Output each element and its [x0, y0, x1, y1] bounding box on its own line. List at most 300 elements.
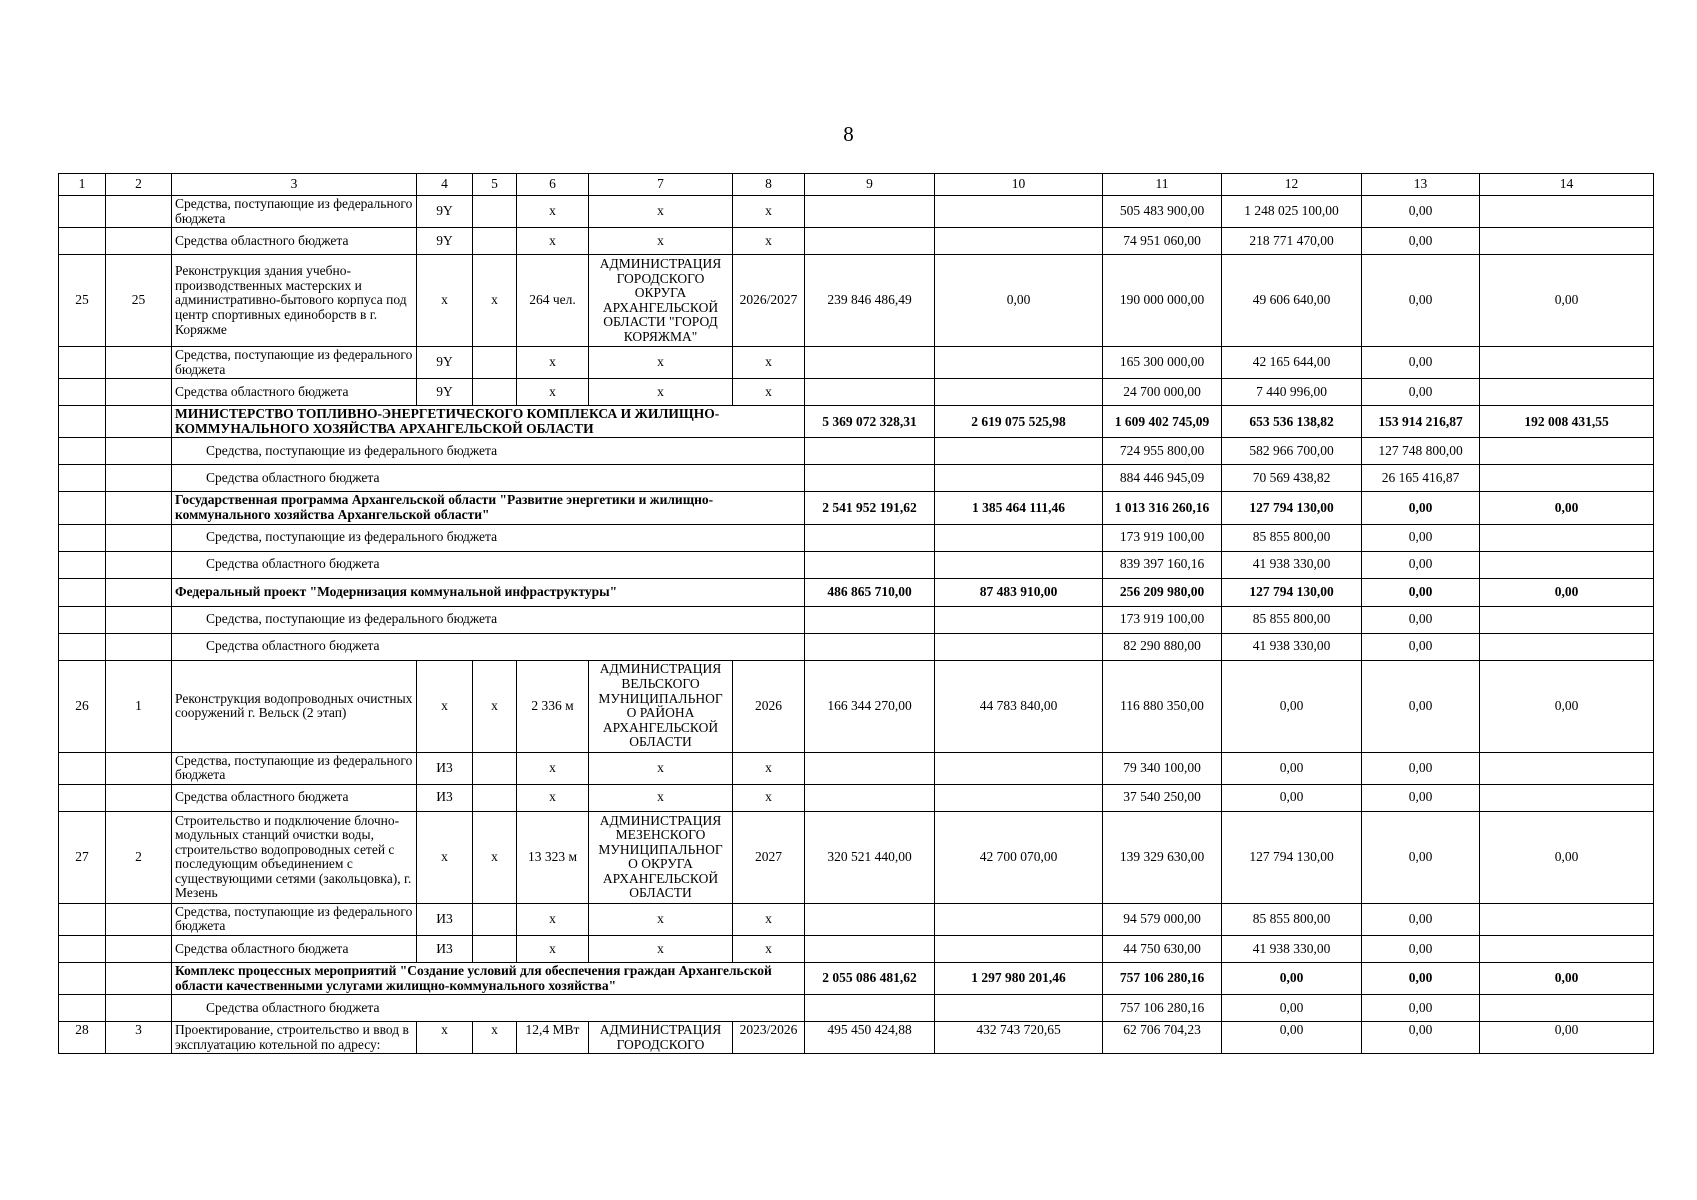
cell-period: х	[733, 196, 805, 228]
column-header-12: 12	[1222, 174, 1362, 196]
cell-col11: 139 329 630,00	[1103, 811, 1222, 903]
cell-item-number	[106, 578, 172, 606]
column-header-2: 2	[106, 174, 172, 196]
cell-row-number	[59, 752, 106, 784]
cell-code: х	[417, 1022, 473, 1054]
cell-col13: 0,00	[1362, 660, 1480, 752]
cell-col12: 41 938 330,00	[1222, 633, 1362, 660]
cell-capacity: х	[517, 903, 589, 935]
group-title: Государственная программа Архангельской области "Развитие энергетики и жилищно-коммунального хозяйства Архангельской области"	[172, 492, 805, 524]
cell-total-cost: 2 055 086 481,62	[805, 962, 935, 994]
table-row	[59, 228, 1654, 255]
cell-total-cost	[805, 752, 935, 784]
cell-col10	[935, 784, 1103, 811]
cell-total-cost	[805, 347, 935, 379]
cell-col14	[1480, 633, 1654, 660]
cell-col11: 94 579 000,00	[1103, 903, 1222, 935]
funding-source-label: Средства, поступающие из федерального бюджета	[172, 903, 417, 935]
column-header-11: 11	[1103, 174, 1222, 196]
object-name: Строительство и подключение блочно-модульных станций очистки воды, строительство водопроводных сетей с последующим объединением с существующими сетями (закольцовка), г. Мезень	[172, 811, 417, 903]
cell-col10: 432 743 720,65	[935, 1022, 1103, 1054]
cell-row-number	[59, 784, 106, 811]
cell-col10	[935, 903, 1103, 935]
funding-source-label: Средства областного бюджета	[172, 465, 805, 492]
table-row	[59, 406, 1654, 438]
cell-period: 2026	[733, 660, 805, 752]
cell-col13: 0,00	[1362, 347, 1480, 379]
cell-code: 9Y	[417, 196, 473, 228]
cell-capacity: 264 чел.	[517, 255, 589, 347]
cell-col13: 26 165 416,87	[1362, 465, 1480, 492]
group-title: Федеральный проект "Модернизация коммунальной инфраструктуры"	[172, 578, 805, 606]
cell-col11: 884 446 945,09	[1103, 465, 1222, 492]
funding-source-label: Средства областного бюджета	[172, 633, 805, 660]
column-header-13: 13	[1362, 174, 1480, 196]
cell-total-cost: 486 865 710,00	[805, 578, 935, 606]
cell-col11: 839 397 160,16	[1103, 551, 1222, 578]
cell-col14: 0,00	[1480, 492, 1654, 524]
cell-item-number: 25	[106, 255, 172, 347]
cell-customer: АДМИНИСТРАЦИЯ ГОРОДСКОГО ОКРУГА АРХАНГЕЛЬСКОЙ ОБЛАСТИ "ГОРОД КОРЯЖМА"	[589, 255, 733, 347]
table-row	[59, 606, 1654, 633]
table-row	[59, 492, 1654, 524]
cell-col13: 0,00	[1362, 962, 1480, 994]
cell-capacity: х	[517, 347, 589, 379]
cell-total-cost: 166 344 270,00	[805, 660, 935, 752]
cell-period: х	[733, 347, 805, 379]
cell-row-number	[59, 196, 106, 228]
cell-item-number	[106, 633, 172, 660]
cell-total-cost	[805, 465, 935, 492]
cell-col13: 0,00	[1362, 752, 1480, 784]
cell-row-number	[59, 935, 106, 962]
cell-total-cost: 495 450 424,88	[805, 1022, 935, 1054]
cell-col10	[935, 606, 1103, 633]
cell-period: х	[733, 379, 805, 406]
cell-total-cost	[805, 784, 935, 811]
table-row	[59, 660, 1654, 752]
cell-period: 2026/2027	[733, 255, 805, 347]
cell-col11: 82 290 880,00	[1103, 633, 1222, 660]
cell-col12: 0,00	[1222, 962, 1362, 994]
cell-total-cost	[805, 379, 935, 406]
cell-col14	[1480, 347, 1654, 379]
table-row	[59, 438, 1654, 465]
cell-col11: 757 106 280,16	[1103, 962, 1222, 994]
cell-row-number	[59, 633, 106, 660]
cell-row-number	[59, 578, 106, 606]
cell-code: х	[417, 811, 473, 903]
cell-code: И3	[417, 752, 473, 784]
cell-col14	[1480, 524, 1654, 551]
object-name: Проектирование, строительство и ввод в эксплуатацию котельной по адресу:	[172, 1022, 417, 1054]
cell-col12: 70 569 438,82	[1222, 465, 1362, 492]
cell-total-cost	[805, 228, 935, 255]
cell-col13: 0,00	[1362, 551, 1480, 578]
cell-capacity: х	[517, 228, 589, 255]
cell-customer: х	[589, 196, 733, 228]
cell-row-number	[59, 551, 106, 578]
cell-total-cost	[805, 935, 935, 962]
funding-source-label: Средства, поступающие из федерального бюджета	[172, 606, 805, 633]
cell-code: И3	[417, 935, 473, 962]
cell-item-number	[106, 228, 172, 255]
cell-code: х	[417, 255, 473, 347]
cell-row-number: 27	[59, 811, 106, 903]
funding-source-label: Средства областного бюджета	[172, 551, 805, 578]
cell-row-number: 28	[59, 1022, 106, 1054]
cell-period: х	[733, 228, 805, 255]
cell-capacity: х	[517, 752, 589, 784]
cell-col13: 127 748 800,00	[1362, 438, 1480, 465]
cell-col14	[1480, 196, 1654, 228]
cell-col10: 0,00	[935, 255, 1103, 347]
cell-total-cost	[805, 551, 935, 578]
cell-total-cost: 5 369 072 328,31	[805, 406, 935, 438]
cell-col10	[935, 196, 1103, 228]
cell-col5	[473, 752, 517, 784]
cell-code: 9Y	[417, 379, 473, 406]
cell-col10: 2 619 075 525,98	[935, 406, 1103, 438]
funding-source-label: Средства, поступающие из федерального бюджета	[172, 524, 805, 551]
cell-code: 9Y	[417, 228, 473, 255]
cell-code: И3	[417, 784, 473, 811]
funding-source-label: Средства, поступающие из федерального бюджета	[172, 752, 417, 784]
cell-col5: х	[473, 255, 517, 347]
cell-capacity: х	[517, 379, 589, 406]
cell-row-number	[59, 379, 106, 406]
cell-col5: х	[473, 811, 517, 903]
cell-item-number	[106, 196, 172, 228]
cell-col11: 173 919 100,00	[1103, 606, 1222, 633]
cell-total-cost: 239 846 486,49	[805, 255, 935, 347]
column-header-10: 10	[935, 174, 1103, 196]
cell-col11: 1 609 402 745,09	[1103, 406, 1222, 438]
cell-customer: АДМИНИСТРАЦИЯ МЕЗЕНСКОГО МУНИЦИПАЛЬНОГ О ОКРУГА АРХАНГЕЛЬСКОЙ ОБЛАСТИ	[589, 811, 733, 903]
object-name: Реконструкция водопроводных очистных сооружений г. Вельск (2 этап)	[172, 660, 417, 752]
cell-item-number: 3	[106, 1022, 172, 1054]
cell-col11: 44 750 630,00	[1103, 935, 1222, 962]
cell-col12: 41 938 330,00	[1222, 935, 1362, 962]
cell-col12: 582 966 700,00	[1222, 438, 1362, 465]
cell-item-number: 2	[106, 811, 172, 903]
cell-col12: 218 771 470,00	[1222, 228, 1362, 255]
table-row	[59, 935, 1654, 962]
cell-total-cost	[805, 196, 935, 228]
funding-source-label: Средства областного бюджета	[172, 995, 805, 1022]
cell-col5	[473, 347, 517, 379]
cell-col10: 87 483 910,00	[935, 578, 1103, 606]
cell-item-number	[106, 935, 172, 962]
cell-col13: 0,00	[1362, 379, 1480, 406]
cell-col13: 0,00	[1362, 995, 1480, 1022]
table-row	[59, 811, 1654, 903]
cell-item-number	[106, 606, 172, 633]
cell-item-number	[106, 752, 172, 784]
cell-col12: 127 794 130,00	[1222, 578, 1362, 606]
cell-col13: 0,00	[1362, 578, 1480, 606]
cell-col10	[935, 633, 1103, 660]
cell-total-cost	[805, 995, 935, 1022]
table-row	[59, 962, 1654, 994]
cell-capacity: 2 336 м	[517, 660, 589, 752]
column-header-6: 6	[517, 174, 589, 196]
cell-total-cost	[805, 633, 935, 660]
table-row	[59, 524, 1654, 551]
cell-period: х	[733, 784, 805, 811]
funding-source-label: Средства областного бюджета	[172, 935, 417, 962]
cell-col10	[935, 465, 1103, 492]
cell-row-number	[59, 438, 106, 465]
cell-col12: 7 440 996,00	[1222, 379, 1362, 406]
table-row	[59, 551, 1654, 578]
cell-customer: х	[589, 935, 733, 962]
cell-col13: 0,00	[1362, 935, 1480, 962]
cell-customer: х	[589, 903, 733, 935]
cell-col14	[1480, 606, 1654, 633]
column-header-8: 8	[733, 174, 805, 196]
cell-col10	[935, 347, 1103, 379]
cell-total-cost: 2 541 952 191,62	[805, 492, 935, 524]
column-header-14: 14	[1480, 174, 1654, 196]
cell-col5	[473, 903, 517, 935]
cell-customer: х	[589, 347, 733, 379]
cell-col11: 190 000 000,00	[1103, 255, 1222, 347]
cell-col11: 79 340 100,00	[1103, 752, 1222, 784]
cell-code: 9Y	[417, 347, 473, 379]
cell-row-number	[59, 606, 106, 633]
cell-col14	[1480, 752, 1654, 784]
cell-total-cost	[805, 438, 935, 465]
cell-row-number	[59, 406, 106, 438]
cell-col12: 653 536 138,82	[1222, 406, 1362, 438]
cell-col11: 165 300 000,00	[1103, 347, 1222, 379]
funding-source-label: Средства, поступающие из федерального бюджета	[172, 347, 417, 379]
cell-item-number	[106, 406, 172, 438]
cell-col11: 1 013 316 260,16	[1103, 492, 1222, 524]
cell-col14: 0,00	[1480, 578, 1654, 606]
cell-col5	[473, 196, 517, 228]
cell-col14: 0,00	[1480, 962, 1654, 994]
page-number: 8	[843, 122, 854, 146]
cell-row-number	[59, 228, 106, 255]
cell-col13: 0,00	[1362, 1022, 1480, 1054]
table-row	[59, 255, 1654, 347]
cell-col5: х	[473, 660, 517, 752]
table-row	[59, 196, 1654, 228]
cell-item-number	[106, 995, 172, 1022]
cell-period: х	[733, 752, 805, 784]
cell-col13: 0,00	[1362, 633, 1480, 660]
cell-col14	[1480, 228, 1654, 255]
table-row	[59, 379, 1654, 406]
cell-col5: х	[473, 1022, 517, 1054]
cell-col12: 0,00	[1222, 660, 1362, 752]
cell-col12: 41 938 330,00	[1222, 551, 1362, 578]
cell-col5	[473, 228, 517, 255]
cell-col14: 0,00	[1480, 660, 1654, 752]
cell-col14: 0,00	[1480, 1022, 1654, 1054]
cell-col5	[473, 379, 517, 406]
table-row	[59, 633, 1654, 660]
cell-capacity: х	[517, 784, 589, 811]
column-header-7: 7	[589, 174, 733, 196]
cell-col10	[935, 752, 1103, 784]
cell-item-number	[106, 551, 172, 578]
cell-item-number: 1	[106, 660, 172, 752]
table-row	[59, 1022, 1654, 1054]
table-row	[59, 752, 1654, 784]
cell-col12: 42 165 644,00	[1222, 347, 1362, 379]
funding-source-label: Средства, поступающие из федерального бюджета	[172, 196, 417, 228]
cell-col13: 0,00	[1362, 811, 1480, 903]
cell-code: х	[417, 660, 473, 752]
cell-col10	[935, 228, 1103, 255]
cell-col12: 85 855 800,00	[1222, 606, 1362, 633]
cell-col14	[1480, 465, 1654, 492]
group-title: Комплекс процессных мероприятий "Создание условий для обеспечения граждан Архангельской области качественными услугами жилищно-коммунального хозяйства"	[172, 962, 805, 994]
cell-col11: 62 706 704,23	[1103, 1022, 1222, 1054]
cell-col12: 0,00	[1222, 995, 1362, 1022]
cell-row-number	[59, 465, 106, 492]
cell-item-number	[106, 347, 172, 379]
funding-source-label: Средства областного бюджета	[172, 228, 417, 255]
cell-col5	[473, 784, 517, 811]
cell-item-number	[106, 438, 172, 465]
funding-source-label: Средства, поступающие из федерального бюджета	[172, 438, 805, 465]
cell-col10	[935, 524, 1103, 551]
cell-col14	[1480, 784, 1654, 811]
cell-capacity: х	[517, 196, 589, 228]
cell-capacity: 12,4 МВт	[517, 1022, 589, 1054]
funding-source-label: Средства областного бюджета	[172, 379, 417, 406]
cell-col10: 42 700 070,00	[935, 811, 1103, 903]
cell-col14	[1480, 935, 1654, 962]
cell-customer: х	[589, 752, 733, 784]
cell-item-number	[106, 379, 172, 406]
object-name: Реконструкция здания учебно-производственных мастерских и административно-бытового корпуса под центр спортивных единоборств в г. Коряжме	[172, 255, 417, 347]
cell-row-number	[59, 995, 106, 1022]
cell-col14	[1480, 438, 1654, 465]
cell-col14: 0,00	[1480, 255, 1654, 347]
cell-row-number	[59, 962, 106, 994]
table-row	[59, 578, 1654, 606]
table-row	[59, 903, 1654, 935]
cell-item-number	[106, 962, 172, 994]
cell-row-number	[59, 524, 106, 551]
cell-col14	[1480, 995, 1654, 1022]
cell-col13: 0,00	[1362, 196, 1480, 228]
cell-period: 2023/2026	[733, 1022, 805, 1054]
cell-customer: х	[589, 784, 733, 811]
cell-col12: 127 794 130,00	[1222, 492, 1362, 524]
cell-col12: 1 248 025 100,00	[1222, 196, 1362, 228]
cell-col13: 0,00	[1362, 903, 1480, 935]
column-header-4: 4	[417, 174, 473, 196]
cell-col11: 757 106 280,16	[1103, 995, 1222, 1022]
cell-col10: 1 385 464 111,46	[935, 492, 1103, 524]
cell-col5	[473, 935, 517, 962]
cell-col11: 24 700 000,00	[1103, 379, 1222, 406]
cell-col13: 0,00	[1362, 606, 1480, 633]
cell-col10: 44 783 840,00	[935, 660, 1103, 752]
table-row	[59, 784, 1654, 811]
table-row	[59, 995, 1654, 1022]
cell-col13: 0,00	[1362, 228, 1480, 255]
table-row	[59, 347, 1654, 379]
cell-col11: 116 880 350,00	[1103, 660, 1222, 752]
cell-period: х	[733, 903, 805, 935]
cell-col10	[935, 438, 1103, 465]
cell-capacity: х	[517, 935, 589, 962]
cell-period: 2027	[733, 811, 805, 903]
table-row	[59, 465, 1654, 492]
cell-col11: 37 540 250,00	[1103, 784, 1222, 811]
cell-row-number: 26	[59, 660, 106, 752]
cell-col12: 49 606 640,00	[1222, 255, 1362, 347]
group-title: МИНИСТЕРСТВО ТОПЛИВНО-ЭНЕРГЕТИЧЕСКОГО КОМПЛЕКСА И ЖИЛИЩНО-КОММУНАЛЬНОГО ХОЗЯЙСТВА АРХАНГЕЛЬСКОЙ ОБЛАСТИ	[172, 406, 805, 438]
cell-col14: 192 008 431,55	[1480, 406, 1654, 438]
cell-item-number	[106, 903, 172, 935]
cell-item-number	[106, 784, 172, 811]
cell-col11: 74 951 060,00	[1103, 228, 1222, 255]
column-header-1: 1	[59, 174, 106, 196]
cell-col14: 0,00	[1480, 811, 1654, 903]
cell-total-cost	[805, 524, 935, 551]
cell-col10: 1 297 980 201,46	[935, 962, 1103, 994]
table-header-row	[59, 174, 1654, 196]
cell-col11: 256 209 980,00	[1103, 578, 1222, 606]
cell-item-number	[106, 524, 172, 551]
cell-customer: х	[589, 379, 733, 406]
cell-col10	[935, 551, 1103, 578]
cell-item-number	[106, 492, 172, 524]
cell-col11: 724 955 800,00	[1103, 438, 1222, 465]
cell-col11: 173 919 100,00	[1103, 524, 1222, 551]
cell-customer: АДМИНИСТРАЦИЯ ВЕЛЬСКОГО МУНИЦИПАЛЬНОГ О РАЙОНА АРХАНГЕЛЬСКОЙ ОБЛАСТИ	[589, 660, 733, 752]
cell-col12: 0,00	[1222, 1022, 1362, 1054]
cell-col12: 0,00	[1222, 752, 1362, 784]
cell-col13: 0,00	[1362, 524, 1480, 551]
cell-col10	[935, 379, 1103, 406]
cell-col10	[935, 995, 1103, 1022]
cell-row-number	[59, 347, 106, 379]
cell-col12: 0,00	[1222, 784, 1362, 811]
column-header-3: 3	[172, 174, 417, 196]
cell-customer: х	[589, 228, 733, 255]
cell-col13: 153 914 216,87	[1362, 406, 1480, 438]
cell-col14	[1480, 379, 1654, 406]
cell-col11: 505 483 900,00	[1103, 196, 1222, 228]
cell-customer: АДМИНИСТРАЦИЯ ГОРОДСКОГО	[589, 1022, 733, 1054]
cell-total-cost: 320 521 440,00	[805, 811, 935, 903]
cell-total-cost	[805, 606, 935, 633]
cell-code: И3	[417, 903, 473, 935]
column-header-9: 9	[805, 174, 935, 196]
cell-col10	[935, 935, 1103, 962]
cell-col14	[1480, 551, 1654, 578]
cell-col12: 85 855 800,00	[1222, 524, 1362, 551]
cell-col12: 127 794 130,00	[1222, 811, 1362, 903]
cell-period: х	[733, 935, 805, 962]
cell-total-cost	[805, 903, 935, 935]
cell-row-number	[59, 903, 106, 935]
cell-col13: 0,00	[1362, 492, 1480, 524]
cell-col13: 0,00	[1362, 255, 1480, 347]
budget-table	[58, 173, 1654, 1054]
cell-col12: 85 855 800,00	[1222, 903, 1362, 935]
cell-col14	[1480, 903, 1654, 935]
